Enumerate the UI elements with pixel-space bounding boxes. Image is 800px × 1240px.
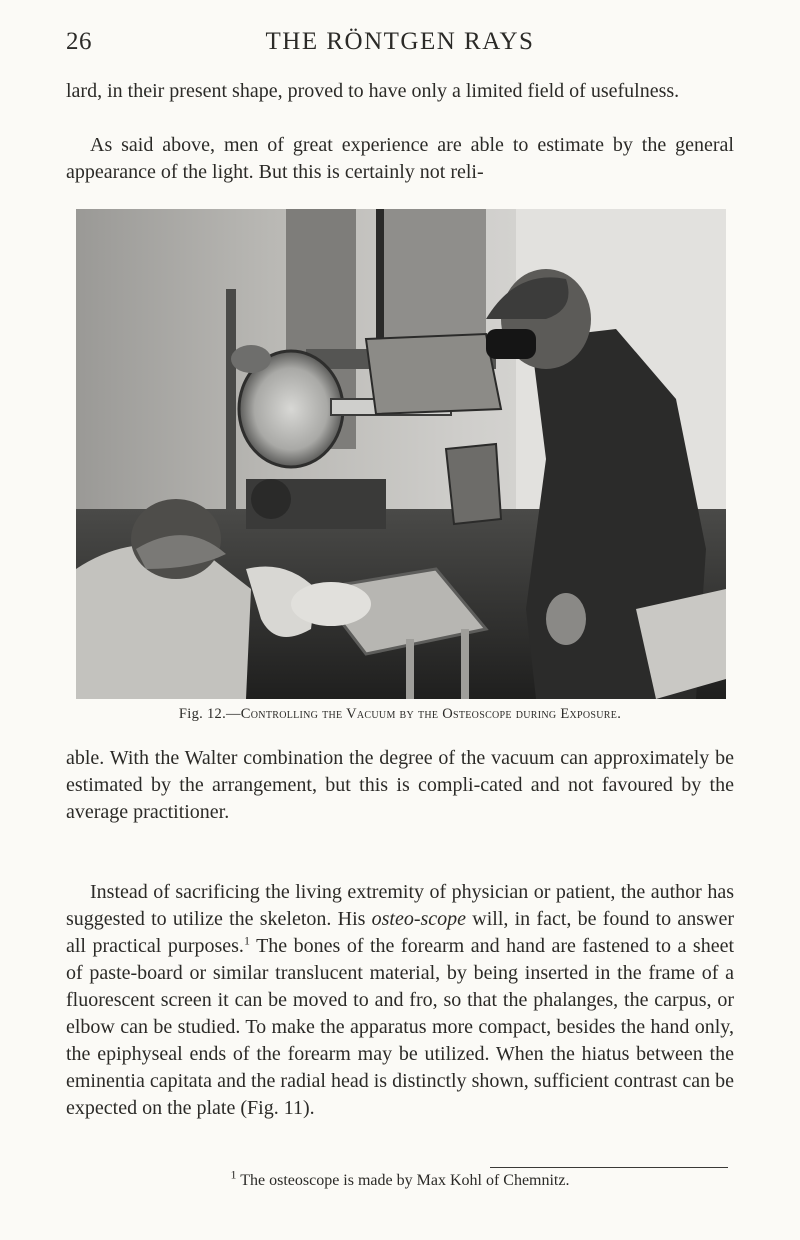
- figure-caption-text: —Controlling the Vacuum by the Osteoscope during Exposure.: [226, 706, 622, 722]
- paragraph-4-text-b: will, in fact, be found to answer all practical purposes.: [66, 908, 735, 957]
- osteoscope-term: osteo-scope: [371, 908, 467, 930]
- paragraph-3: able. With the Walter combination the degree of the vacuum can approximately be estimated by the arrangement, but this is compli-cated and not favoured by the average practitioner.: [66, 747, 734, 823]
- figure-photograph: [76, 209, 726, 699]
- footnote-text: The osteoscope is made by Max Kohl of Chemnitz.: [236, 1172, 570, 1189]
- paragraph-4-text-c: The bones of the forearm and hand are fastened to a sheet of paste-board or similar translucent material, by being inserted in the frame of a fluorescent screen it can be moved to and fro, so that the phalanges, the carpus, or elbow can be studied. To make the apparatus more compact, besides the hand only, the epiphyseal ends of the forearm may be utilized. When the hiatus between the eminentia capitata and the radial head is distinctly shown, sufficient contrast can be expected on the plate (Fig. 11).: [66, 935, 735, 1119]
- paragraph-4-text-a: Instead of sacrificing the living extremity of physician or patient, the author has suggested to utilize the skeleton. His: [66, 881, 734, 930]
- footnote-marker: 1: [230, 1167, 237, 1182]
- osteoscope-photo: [76, 209, 726, 699]
- figure-label: Fig. 12.: [178, 706, 226, 722]
- footnote: [66, 1167, 734, 1190]
- page-number: 26: [66, 28, 92, 55]
- paragraph-1: lard, in their present shape, proved to have only a limited field of usefulness.: [66, 80, 680, 102]
- footnote-rule: [490, 1167, 728, 1168]
- running-header: [66, 28, 734, 60]
- paragraph-2: As said above, men of great experience are able to estimate by the general appearance of the light. But this is certainly not reli-: [66, 134, 734, 183]
- paragraph-4: [66, 879, 734, 1122]
- footnote-reference: 1: [243, 933, 250, 948]
- figure-caption: [66, 706, 734, 723]
- running-title: THE RÖNTGEN RAYS: [265, 28, 535, 55]
